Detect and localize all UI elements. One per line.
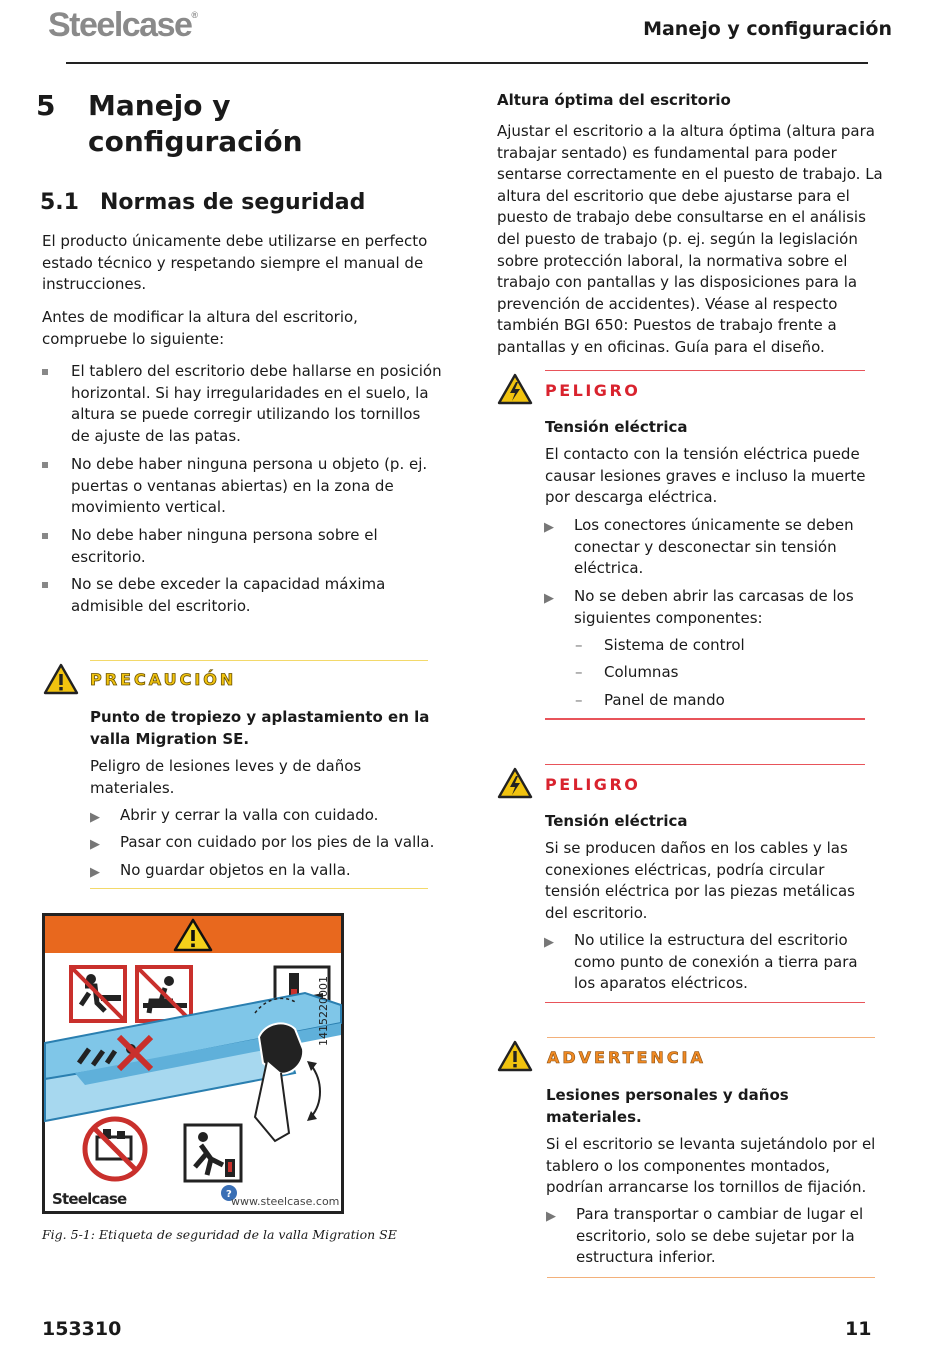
- safety-label-figure: [42, 913, 344, 1214]
- arrow-right-icon: ▶: [544, 591, 554, 606]
- danger1-heading: Tensión eléctrica: [545, 418, 688, 436]
- caution-action: ▶ Pasar con cuidado por los pies de la valla.: [120, 832, 440, 854]
- warning-top-rule: [547, 1037, 875, 1038]
- caution-top-rule: [90, 660, 428, 661]
- chapter-title: Manejo y configuración: [88, 89, 303, 158]
- section-title: Normas de seguridad: [100, 190, 366, 215]
- arrow-right-icon: ▶: [90, 810, 100, 825]
- danger2-signal-word: PELIGRO: [545, 775, 641, 794]
- danger1-signal-word: PELIGRO: [545, 381, 641, 400]
- danger1-action: ▶ Los conectores únicamente se deben conectar y desconectar sin tensión eléctrica.: [544, 516, 854, 578]
- warning-signal-word: ADVERTENCIA: [547, 1048, 706, 1067]
- danger2-heading: Tensión eléctrica: [545, 812, 688, 830]
- section-number: 5.1: [40, 190, 79, 215]
- arrow-right-icon: ▶: [544, 520, 554, 535]
- dash-icon: –: [575, 691, 583, 709]
- caution-heading: Punto de tropiezo y aplastamiento en la valla Migration SE.: [90, 708, 430, 748]
- dash-icon: –: [575, 636, 583, 654]
- danger1-top-rule: [545, 370, 865, 371]
- no-climbing-icon: [71, 967, 125, 1021]
- caution-warning-triangle-icon: [43, 663, 79, 695]
- optimal-height-paragraph: Ajustar el escritorio a la altura óptima (altura para trabajar sentado) es fundamental para poder sentarse correctamente en el puesto de trabajo. La altura del escritorio que debe ajustarse para el puesto de trabajo debe consultarse en el análisis del puesto de trabajo (p. ej. según la legislación sobre protección laboral, la normativa sobre el trabajo con pantallas y las disposiciones para la prevención de accidentes). Véase al respecto también BGI 650: Puestos de trabajo frente a pantallas y en oficinas. Guía para el diseño.: [497, 122, 883, 356]
- running-header-title: Manejo y configuración: [643, 18, 892, 40]
- section-heading: [40, 190, 365, 215]
- list-item: No se debe exceder la capacidad máxima admisible del escritorio.: [71, 574, 443, 617]
- label-part-code: 1415220001: [317, 976, 330, 1046]
- check-intro-paragraph: Antes de modificar la altura del escritorio, compruebe lo siguiente:: [42, 308, 358, 348]
- caution-text: Peligro de lesiones leves y de daños materiales.: [90, 757, 362, 797]
- optimal-height-heading: Altura óptima del escritorio: [497, 91, 731, 109]
- list-item: No debe haber ninguna persona sobre el escritorio.: [71, 525, 443, 568]
- no-storage-icon: [85, 1119, 145, 1179]
- caution-bottom-rule: [90, 888, 428, 889]
- bullet-square-icon: [42, 462, 48, 468]
- dash-icon: –: [575, 663, 583, 681]
- label-warning-triangle-icon: [173, 918, 213, 952]
- danger2-bottom-rule: [545, 1002, 865, 1003]
- warning-action: ▶ Para transportar o cambiar de lugar el escritorio, solo se debe sujetar por la estructura inferior.: [546, 1205, 864, 1267]
- intro-paragraph: El producto únicamente debe utilizarse en perfecto estado técnico y respetando siempre el manual de instrucciones.: [42, 232, 428, 294]
- warning-text: Si el escritorio se levanta sujetándolo por el tablero o los componentes montados, podrían arrancarse los tornillos de fijación.: [546, 1135, 876, 1197]
- label-url-text: www.steelcase.com: [231, 1195, 340, 1208]
- bullet-square-icon: [42, 533, 48, 539]
- arrow-right-icon: ▶: [90, 837, 100, 852]
- warning-heading: Lesiones personales y daños materiales.: [546, 1086, 789, 1126]
- warning-bottom-rule: [547, 1277, 875, 1278]
- caution-signal-word: PRECAUCIÓN: [90, 670, 237, 689]
- arrow-right-icon: ▶: [544, 935, 554, 950]
- caution-action: ▶ No guardar objetos en la valla.: [120, 860, 440, 882]
- header-divider: [66, 62, 868, 64]
- bullet-square-icon: [42, 582, 48, 588]
- warning-triangle-icon: [497, 1040, 533, 1072]
- arrow-right-icon: ▶: [546, 1209, 556, 1224]
- bullet-square-icon: [42, 369, 48, 375]
- danger1-text: El contacto con la tensión eléctrica puede causar lesiones graves e incluso la muerte por descarga eléctrica.: [545, 445, 866, 507]
- component-item: – Sistema de control: [604, 635, 864, 657]
- danger2-action: ▶ No utilice la estructura del escritorio como punto de conexión a tierra para los aparatos eléctricos.: [544, 931, 858, 993]
- component-item: – Columnas: [604, 662, 864, 684]
- page-number: 11: [845, 1318, 872, 1340]
- electrical-hazard-icon: [497, 767, 533, 799]
- danger1-action: ▶ No se deben abrir las carcasas de los siguientes componentes:: [544, 587, 854, 627]
- figure-caption: Fig. 5-1: Etiqueta de seguridad de la valla Migration SE: [42, 1227, 397, 1242]
- list-item: El tablero del escritorio debe hallarse en posición horizontal. Si hay irregularidades en el suelo, la altura se puede corregir utilizando los tornillos de ajuste de las patas.: [71, 361, 443, 447]
- danger1-bottom-rule: [545, 718, 865, 720]
- chapter-number: 5: [36, 89, 56, 122]
- list-item: No debe haber ninguna persona u objeto (p. ej. puertas o ventanas abiertas) en la zona de movimiento vertical.: [71, 454, 443, 519]
- caution-action: ▶ Abrir y cerrar la valla con cuidado.: [120, 805, 440, 827]
- document-number: 153310: [42, 1318, 122, 1340]
- arrow-right-icon: ▶: [90, 865, 100, 880]
- electrical-hazard-icon: [497, 373, 533, 405]
- steelcase-logo: Steelcase®: [48, 6, 199, 44]
- danger2-text: Si se producen daños en los cables y las conexiones eléctricas, podría circular tensión eléctrica por las piezas metálicas del escritorio.: [545, 839, 855, 922]
- trip-hazard-icon: [185, 1125, 241, 1181]
- svg-text:?: ?: [226, 1189, 232, 1200]
- no-sitting-icon: [137, 967, 191, 1021]
- danger2-top-rule: [545, 764, 865, 765]
- component-item: – Panel de mando: [604, 690, 864, 712]
- label-brand-text: Steelcase: [52, 1190, 127, 1208]
